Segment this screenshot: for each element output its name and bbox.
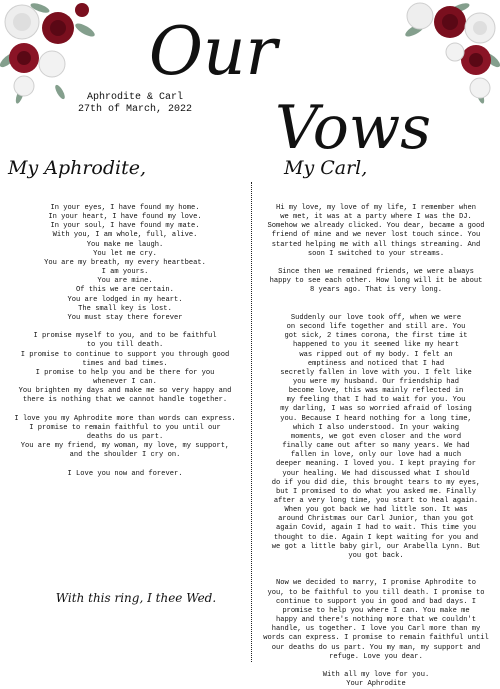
column-divider	[251, 182, 252, 662]
rose-bouquet-icon	[0, 0, 100, 100]
wedding-date: 27th of March, 2022	[77, 104, 193, 115]
title-our	[148, 2, 278, 94]
title-vows-text: Vows	[274, 93, 432, 163]
greeting-left	[6, 148, 147, 184]
title-our-text: Our	[148, 13, 278, 90]
greeting-left-text: My Aphrodite,	[8, 157, 147, 179]
couple-info	[40, 92, 230, 116]
vow-text-right: Hi my love, my love of my life, I remember when we met, it was at a party where I was the DJ. Somehow we already clicked. You dear, became a good friend of mine and we never lost touch since. You started helping me with all things streaming. And soon I switched to your streams. Since then we remained friends, we were always happy to see each other. How long will it be about 8 years ago. That is very long. Suddenly our love took off, when we were on second life together and still are. You got sick, 2 times corona, the first time it happened to you it seemed like my heart was ripped out of my body. I felt an emptiness and noticed that I had secretly fallen in love with you. I felt like you were my husband. Our friendship had become love, this was mainly reflected in my feeling that I had to wait for you. You my darling, I was so worried afraid of losing you. Because I heard nothing for a long time, which I also understood. In your waking moments, we got even closer and the word finally came out after so many years. We had fallen in love, only our love had a much deeper meaning. I loved you. I kept praying for your healing. We had discussed what I should do if you did die, this brought tears to my eyes, but I promised to do what you asked me. Finally after a very long time, you start to heal again. When you got back we had little son. It was around Christmas our Carl Junior, than you got again Covid, again I had to wait. This time you thought to die. Again I kept waiting for you and we got a little baby girl, our Arabella Lynn. But you got back. Now we decided to marry, I promise Aphrodite to you, to be faithful to you till death. I promise to continue to support you in good and bad days. I promise to help you where I can. You make me happy and there's nothing more that we couldn't handle, us together. I love you Carl more than my words can express. I promise to remain faithful until our deaths do us part. You my man, my support and refuge. Love you dear. With all my love for you. Your Aphrodite	[263, 204, 489, 689]
greeting-right-text: My Carl,	[284, 157, 368, 179]
vow-text-left: In your eyes, I have found my home. In your heart, I have found my love. In your soul, I have found my mate. With you, I am whole, full, alive. You make me laugh. You let me cry. You are my breath, my every heartbeat. I am yours. You are mine. Of this we are certain. You are lodged in my heart. The small key is lost. You must stay there forever I promise myself to you, and to be faithful to you till death. I promise to continue to support you through good times and bad times. I promise to help you and be there for you whenever I can. You brighten my days and make me so very happy and there is nothing that we cannot handle together. I love you my Aphrodite more than words can express. I promise to remain faithful to you until our deaths do us part. You are my friend, my woman, my love, my support, and the shoulder I cry on. I Love you now and forever.	[14, 204, 236, 478]
ring-line-text: With this ring, I thee Wed.	[55, 591, 217, 605]
ring-line	[36, 578, 236, 614]
greeting-right	[282, 148, 397, 184]
couple-names: Aphrodite & Carl	[86, 92, 183, 103]
